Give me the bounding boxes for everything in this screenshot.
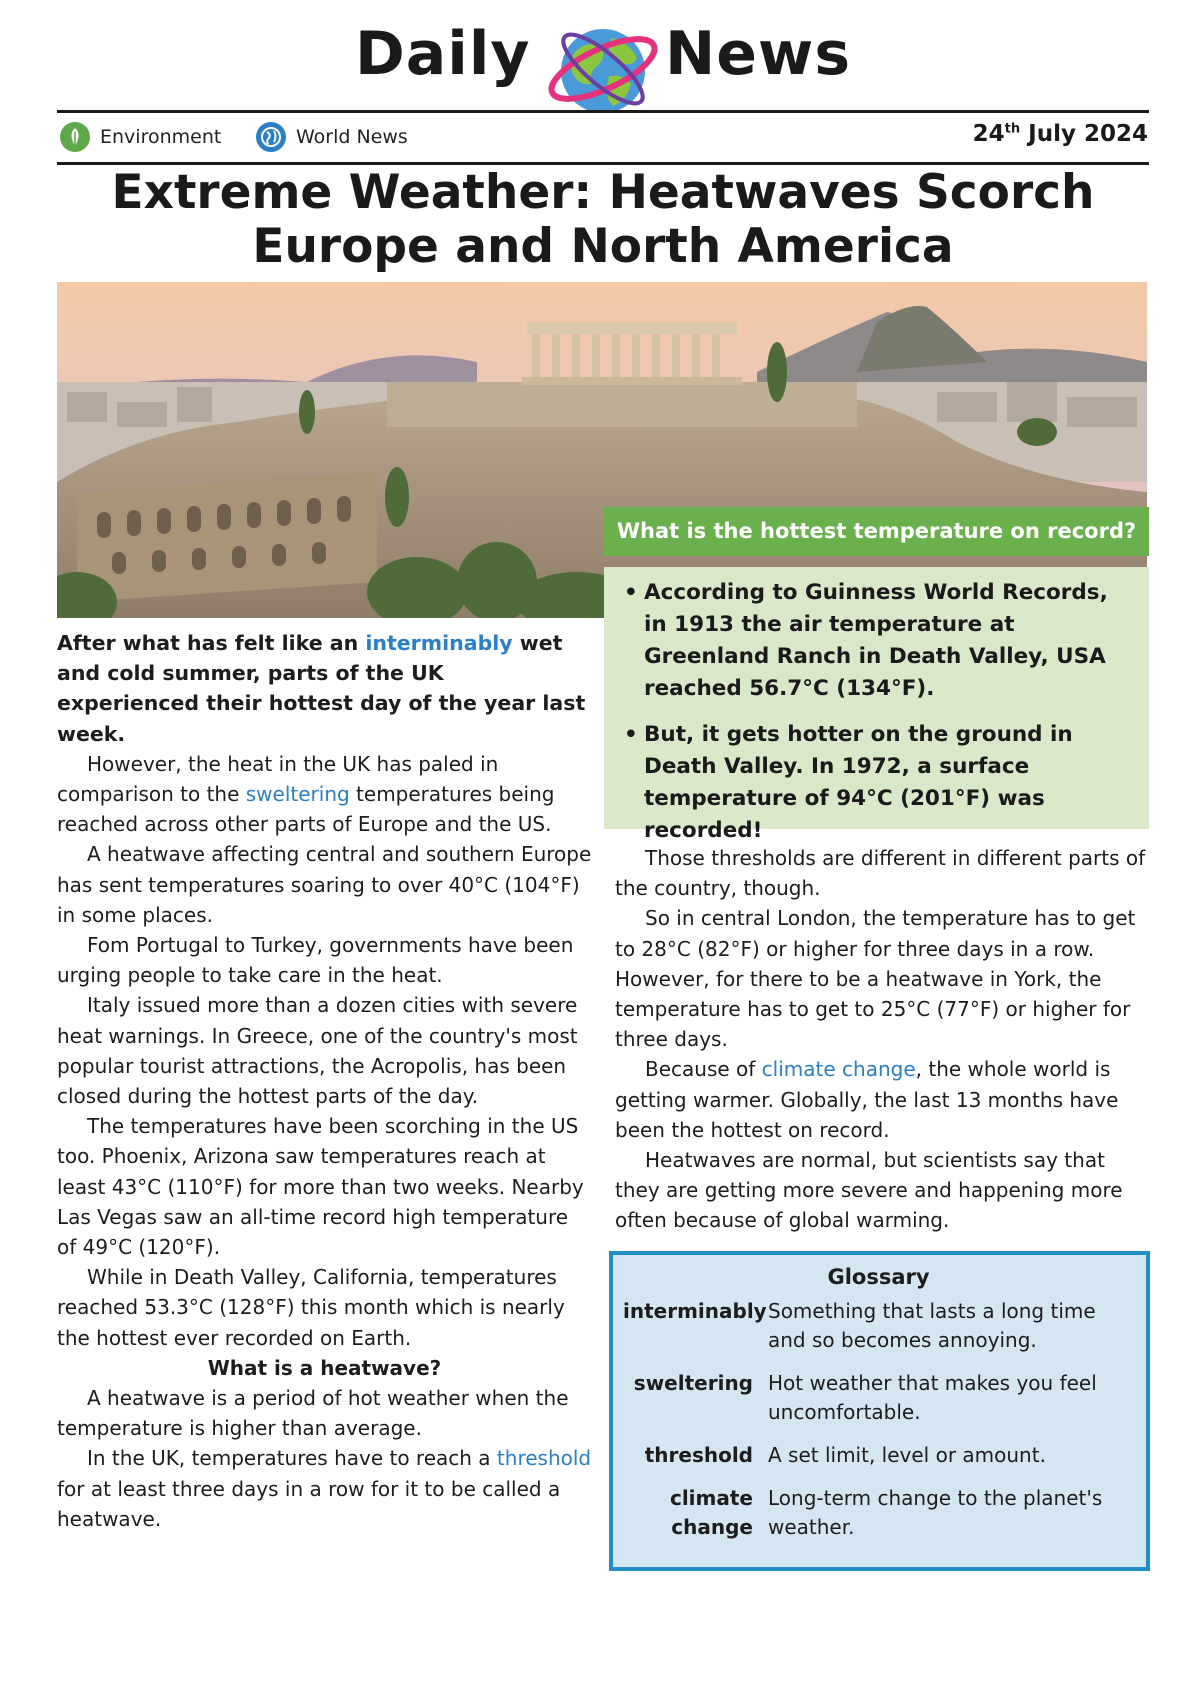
globe-logo-icon xyxy=(545,14,665,124)
publication-date xyxy=(973,121,1148,147)
paragraph: Heatwaves are normal, but scientists say that they are getting more severe and happening more often because of global warming. xyxy=(615,1148,1123,1233)
paragraph-text: Because of xyxy=(645,1057,762,1082)
glossary-term: threshold xyxy=(644,1443,753,1467)
glossary-term-link[interactable]: threshold xyxy=(496,1446,592,1471)
glossary-definition: Long-term change to the planet's weather. xyxy=(768,1486,1103,1539)
fact-item: • But, it gets hotter on the ground in Death Valley. In 1972, a surface temperature of 94°C (201°F) was recorded! xyxy=(620,719,1131,847)
date-rest: July 2024 xyxy=(1028,121,1148,147)
category-label: Environment xyxy=(100,126,222,148)
masthead-title-news: News xyxy=(665,19,852,89)
glossary-definition: A set limit, level or amount. xyxy=(768,1443,1046,1467)
date-suffix: th xyxy=(1004,121,1021,137)
headline-line-2: Europe and North America xyxy=(252,219,954,274)
paragraph-text: for at least three days in a row for it to be called a heatwave. xyxy=(57,1476,561,1531)
paragraph xyxy=(57,749,592,840)
glossary-term-link[interactable]: sweltering xyxy=(245,782,350,807)
glossary-entry xyxy=(623,1369,1134,1427)
glossary-entry xyxy=(623,1297,1134,1355)
leaf-icon xyxy=(60,122,90,152)
glossary-title: Glossary xyxy=(827,1265,930,1289)
fact-box-title: What is the hottest temperature on record? xyxy=(604,507,1149,556)
lead-text: wet and cold summer, parts of the UK experienced their hottest day of the year last week. xyxy=(57,631,586,746)
glossary-definition: Hot weather that makes you feel uncomfortable. xyxy=(768,1371,1097,1424)
glossary-term-link[interactable]: interminably xyxy=(365,631,513,655)
paragraph xyxy=(615,1054,1150,1145)
page-title xyxy=(60,166,1146,274)
paragraph xyxy=(57,1443,592,1534)
glossary-definition: Something that lasts a long time and so becomes annoying. xyxy=(768,1299,1096,1352)
paragraph-text: , the whole world is getting warmer. Globally, the last 13 months have been the hottest on record. xyxy=(615,1057,1119,1142)
paragraph-text: In the UK, temperatures have to reach a xyxy=(87,1446,497,1471)
masthead xyxy=(0,10,1200,115)
paragraph: A heatwave affecting central and southern Europe has sent temperatures soaring to over 40°C (104°F) in some places. xyxy=(57,842,592,927)
masthead-title-daily: Daily xyxy=(355,19,531,89)
globe-icon xyxy=(256,122,286,152)
glossary-entry xyxy=(623,1441,1134,1470)
paragraph: A heatwave is a period of hot weather when the temperature is higher than average. xyxy=(57,1386,569,1441)
category-world-news xyxy=(256,121,408,153)
paragraph: The temperatures have been scorching in the US too. Phoenix, Arizona saw temperatures reach at least 43°C (110°F) for more than two weeks. Nearby Las Vegas saw an all-time record high temperature of 49°C (120°F). xyxy=(57,1114,584,1260)
fact-item: • According to Guinness World Records, in 1913 the air temperature at Greenland Ranch in Death Valley, USA reached 56.7°C (134°F). xyxy=(620,577,1131,705)
fact-box xyxy=(604,567,1149,843)
article-column-left xyxy=(57,628,592,1534)
article-column-right xyxy=(615,843,1150,1236)
paragraph: Fom Portugal to Turkey, governments have been urging people to take care in the heat. xyxy=(57,933,574,988)
glossary-term: sweltering xyxy=(633,1371,753,1395)
paragraph: While in Death Valley, California, temperatures reached 53.3°C (128°F) this month which is nearly the hottest ever recorded on Earth. xyxy=(57,1265,565,1350)
lead-paragraph xyxy=(57,628,592,749)
paragraph-text: However, the heat in the UK has paled in comparison to the xyxy=(57,751,499,807)
glossary-entry xyxy=(623,1484,1134,1542)
section-subheading: What is a heatwave? xyxy=(207,1355,442,1380)
glossary-term: climate change xyxy=(669,1486,753,1539)
category-label: World News xyxy=(296,126,408,148)
glossary-box xyxy=(609,1251,1150,1571)
lead-text: After what has felt like an xyxy=(57,631,366,655)
category-environment xyxy=(60,121,221,153)
paragraph: Italy issued more than a dozen cities with severe heat warnings. In Greece, one of the country's most popular tourist attractions, the Acropolis, has been closed during the hottest parts of the day. xyxy=(57,993,578,1109)
header-rule-top xyxy=(57,110,1149,113)
fact-list xyxy=(620,577,1131,847)
glossary-term-link[interactable]: climate change xyxy=(761,1057,916,1082)
paragraph: Those thresholds are different in different parts of the country, though. xyxy=(615,846,1146,901)
glossary-term: interminably xyxy=(623,1299,767,1323)
date-day: 24 xyxy=(972,121,1005,147)
paragraph-text: temperatures being reached across other parts of Europe and the US. xyxy=(57,782,555,837)
headline-line-1: Extreme Weather: Heatwaves Scorch xyxy=(111,165,1095,220)
paragraph: So in central London, the temperature has to get to 28°C (82°F) or higher for three days in a row. However, for there to be a heatwave in York, the temperature has to get to 25°C (77°F) or higher for three days. xyxy=(615,906,1136,1052)
